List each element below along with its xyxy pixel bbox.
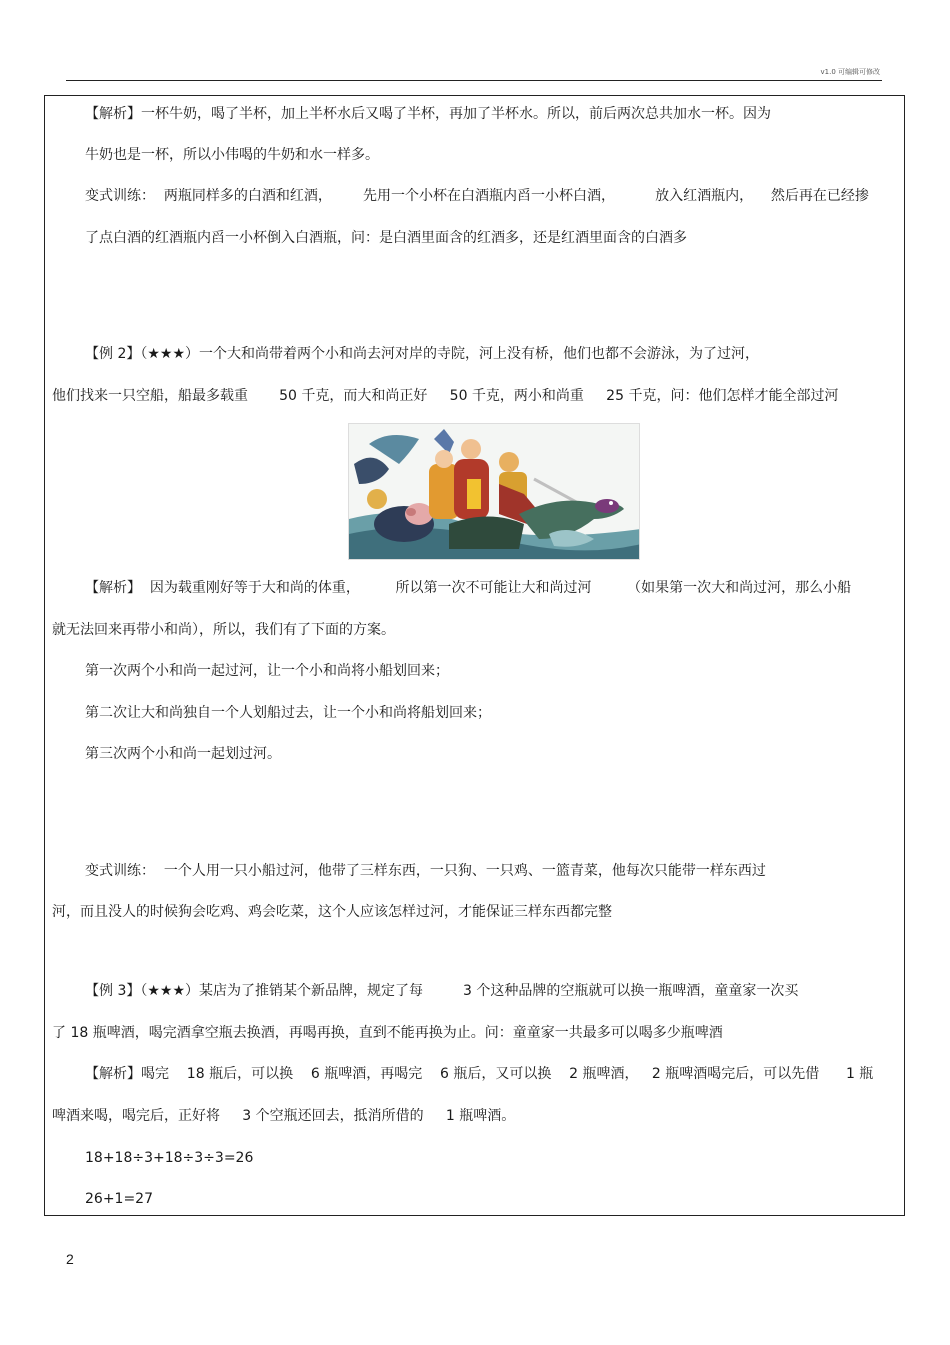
- analysis-1-line-2: 牛奶也是一杯，所以小伟喝的牛奶和水一样多。: [85, 147, 379, 163]
- formula-line-1: 18+18÷3+18÷3÷3=26: [85, 1150, 254, 1166]
- analysis-1-line-1: 【解析】一杯牛奶，喝了半杯，加上半杯水后又喝了半杯，再加了半杯水。所以，前后两次总共加水一杯。因为: [85, 106, 771, 122]
- content-frame: [44, 95, 905, 1216]
- illustration-svg: [349, 424, 640, 560]
- analysis-2-line-2: 就无法回来再带小和尚），所以，我们有了下面的方案。: [52, 622, 395, 638]
- variant-2-line-1: 变式训练： 一个人用一只小船过河，他带了三样东西，一只狗、一只鸡、一篮青菜，他每次只能带一样东西过: [85, 863, 766, 879]
- analysis-3-line-1: 【解析】喝完 18 瓶后，可以换 6 瓶啤酒，再喝完 6 瓶后，又可以换 2 瓶啤酒， 2 瓶啤酒喝完后，可以先借 1 瓶: [85, 1066, 874, 1082]
- analysis-2-line-1: 【解析】 因为载重刚好等于大和尚的体重， 所以第一次不可能让大和尚过河 （如果第一次大和尚过河，那么小船: [85, 580, 852, 596]
- illustration-journey-west: [348, 423, 640, 560]
- version-label: v1.0 可编辑可修改: [820, 68, 880, 76]
- variant-2-line-2: 河，而且没人的时候狗会吃鸡、鸡会吃菜，这个人应该怎样过河，才能保证三样东西都完整: [52, 904, 612, 920]
- page-number: 2: [66, 1251, 74, 1267]
- step-2-line: 第二次让大和尚独自一个人划船过去，让一个小和尚将船划回来；: [85, 705, 491, 721]
- header-rule: [66, 80, 882, 81]
- formula-line-2: 26+1=27: [85, 1191, 153, 1207]
- analysis-3-line-2: 啤酒来喝，喝完后，正好将 3 个空瓶还回去，抵消所借的 1 瓶啤酒。: [52, 1108, 516, 1124]
- example-2-line-1: 【例 2】（★★★）一个大和尚带着两个小和尚去河对岸的寺院，河上没有桥，他们也都不会游泳，为了过河，: [85, 346, 760, 362]
- example-3-line-2: 了 18 瓶啤酒，喝完酒拿空瓶去换酒，再喝再换，直到不能再换为止。问：童童家一共最多可以喝多少瓶啤酒: [52, 1025, 723, 1041]
- example-3-line-1: 【例 3】（★★★）某店为了推销某个新品牌，规定了每 3 个这种品牌的空瓶就可以换一瓶啤酒，童童家一次买: [85, 983, 799, 999]
- example-2-line-2: 他们找来一只空船，船最多载重 50 千克，而大和尚正好 50 千克，两小和尚重 25 千克，问：他们怎样才能全部过河: [52, 388, 839, 404]
- step-3-line: 第三次两个小和尚一起划过河。: [85, 746, 281, 762]
- variant-1-line-2: 了点白酒的红酒瓶内舀一小杯倒入白酒瓶，问：是白酒里面含的红酒多，还是红酒里面含的白酒多: [85, 230, 687, 246]
- variant-1-line-1: 变式训练： 两瓶同样多的白酒和红酒， 先用一个小杯在白酒瓶内舀一小杯白酒， 放入红酒瓶内， 然后再在已经掺: [85, 188, 869, 204]
- step-1-line: 第一次两个小和尚一起过河，让一个小和尚将小船划回来；: [85, 663, 449, 679]
